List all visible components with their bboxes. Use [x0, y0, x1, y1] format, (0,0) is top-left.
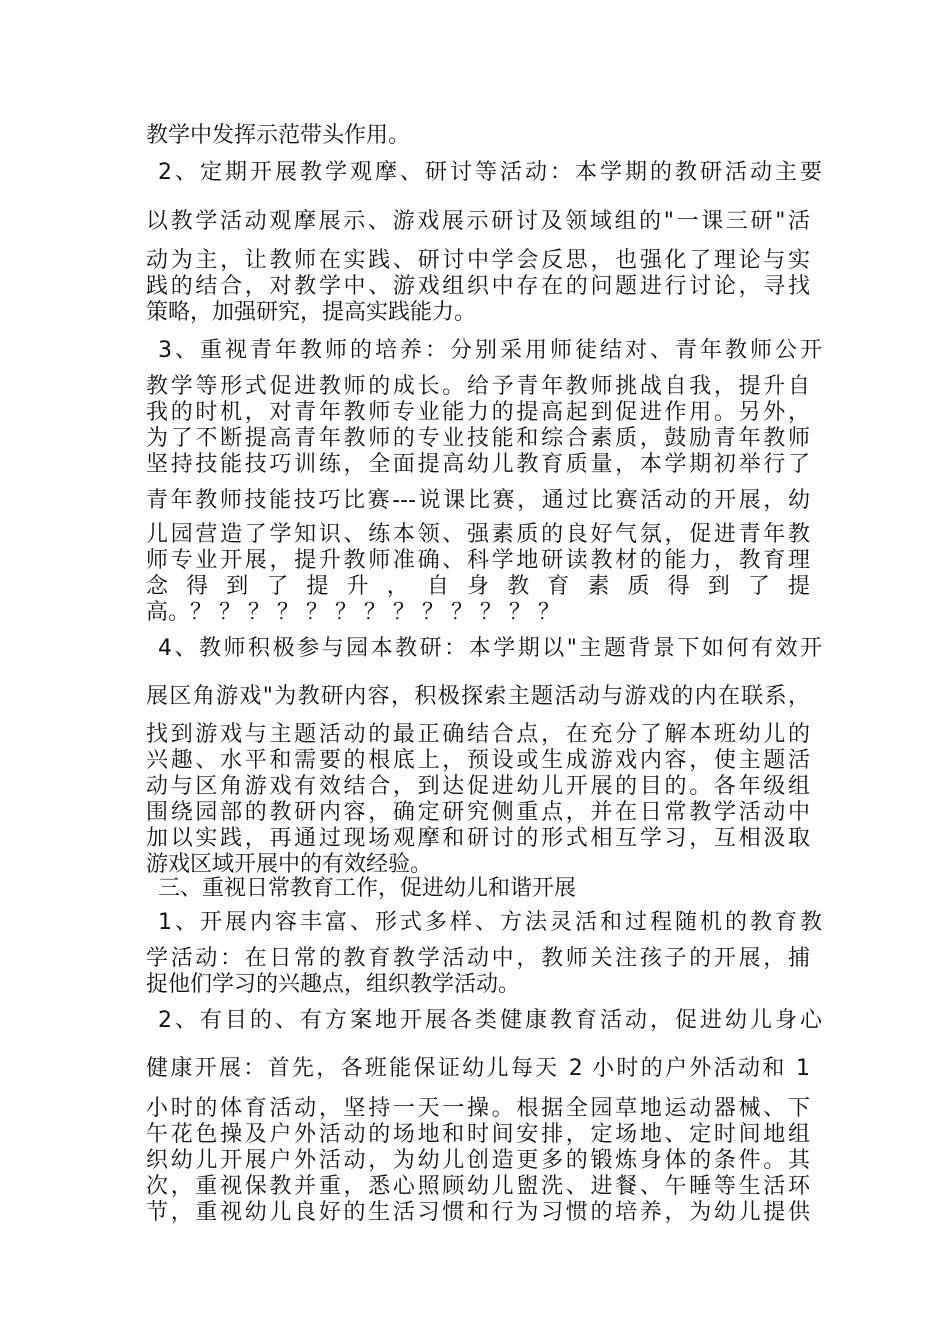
text-line: 找到游戏与主题活动的最正确结合点，在充分了解本班幼儿的 — [146, 722, 810, 747]
section-heading: 三、重视日常教育工作，促进幼儿和谐开展 — [158, 876, 577, 901]
text-line: 捉他们学习的兴趣点，组织教学活动。 — [146, 972, 521, 997]
paragraph-heading: 2、有目的、有方案地开展各类健康教育活动，促进幼儿身心 — [158, 1008, 822, 1033]
text-line: 兴趣、水平和需要的根底上，预设或生成游戏内容，使主题活 — [146, 748, 810, 773]
text-line: 以教学活动观摩展示、游戏展示研讨及领域组的"一课三研"活 — [146, 209, 810, 234]
text-line: 教学中发挥示范带头作用。 — [146, 123, 411, 148]
text-line: 策略，加强研究，提高实践能力。 — [146, 300, 477, 325]
text-line: 念 得 到 了 提 升 ， 自 身 教 育 素 质 得 到 了 提 — [146, 574, 810, 599]
text-line: 为了不断提高青年教师的专业技能和综合素质，鼓励青年教师 — [146, 426, 810, 451]
text-line: 师专业开展，提升教师准确、科学地研读教材的能力，教育理 — [146, 548, 810, 573]
text-line: 午花色操及户外活动的场地和时间安排，定场地、定时间地组 — [146, 1122, 810, 1147]
text-line: 加以实践，再通过现场观摩和研讨的形式相互学习，互相汲取 — [146, 826, 810, 851]
paragraph-heading: 4、教师积极参与园本教研：本学期以"主题背景下如何有效开 — [158, 636, 822, 661]
text-line: 小时的体育活动，坚持一天一操。根据全园草地运动器械、下 — [146, 1096, 810, 1121]
text-line: 次，重视保教并重，悉心照顾幼儿盥洗、进餐、午睡等生活环 — [146, 1174, 810, 1199]
text-line: 高。？ ？ ？ ？ ？ ？ ？ ？ ？ ？ ？ ？ ？ — [146, 600, 560, 625]
text-line: 节，重视幼儿良好的生活习惯和行为习惯的培养，为幼儿提供 — [146, 1200, 810, 1225]
text-line: 织幼儿开展户外活动，为幼儿创造更多的锻炼身体的条件。其 — [146, 1148, 810, 1173]
text-line: 青年教师技能技巧比赛---说课比赛，通过比赛活动的开展，幼 — [146, 488, 810, 513]
paragraph-heading: 2、定期开展教学观摩、研讨等活动：本学期的教研活动主要 — [158, 160, 822, 185]
text-line: 坚持技能技巧训练，全面提高幼儿教育质量，本学期初举行了 — [146, 452, 810, 477]
text-line: 游戏区域开展中的有效经验。 — [146, 852, 433, 877]
text-line: 展区角游戏"为教研内容，积极探索主题活动与游戏的内在联系， — [146, 684, 810, 709]
text-line: 教学等形式促进教师的成长。给予青年教师挑战自我，提升自 — [146, 374, 810, 399]
text-line: 围绕园部的教研内容，确定研究侧重点，并在日常教学活动中 — [146, 800, 810, 825]
text-line: 我的时机，对青年教师专业能力的提高起到促进作用。另外， — [146, 400, 810, 425]
text-line: 学活动：在日常的教育教学活动中，教师关注孩子的开展，捕 — [146, 946, 810, 971]
text-line: 儿园营造了学知识、练本领、强素质的良好气氛，促进青年教 — [146, 522, 810, 547]
text-line: 健康开展：首先，各班能保证幼儿每天 2 小时的户外活动和 1 — [146, 1056, 810, 1081]
paragraph-heading: 1、开展内容丰富、形式多样、方法灵活和过程随机的教育教 — [158, 910, 822, 935]
text-line: 践的结合，对教学中、游戏组织中存在的问题进行讨论，寻找 — [146, 274, 810, 299]
text-line: 动为主，让教师在实践、研讨中学会反思，也强化了理论与实 — [146, 248, 810, 273]
paragraph-heading: 3、重视青年教师的培养：分别采用师徒结对、青年教师公开 — [158, 338, 822, 363]
text-line: 动与区角游戏有效结合，到达促进幼儿开展的目的。各年级组 — [146, 774, 810, 799]
